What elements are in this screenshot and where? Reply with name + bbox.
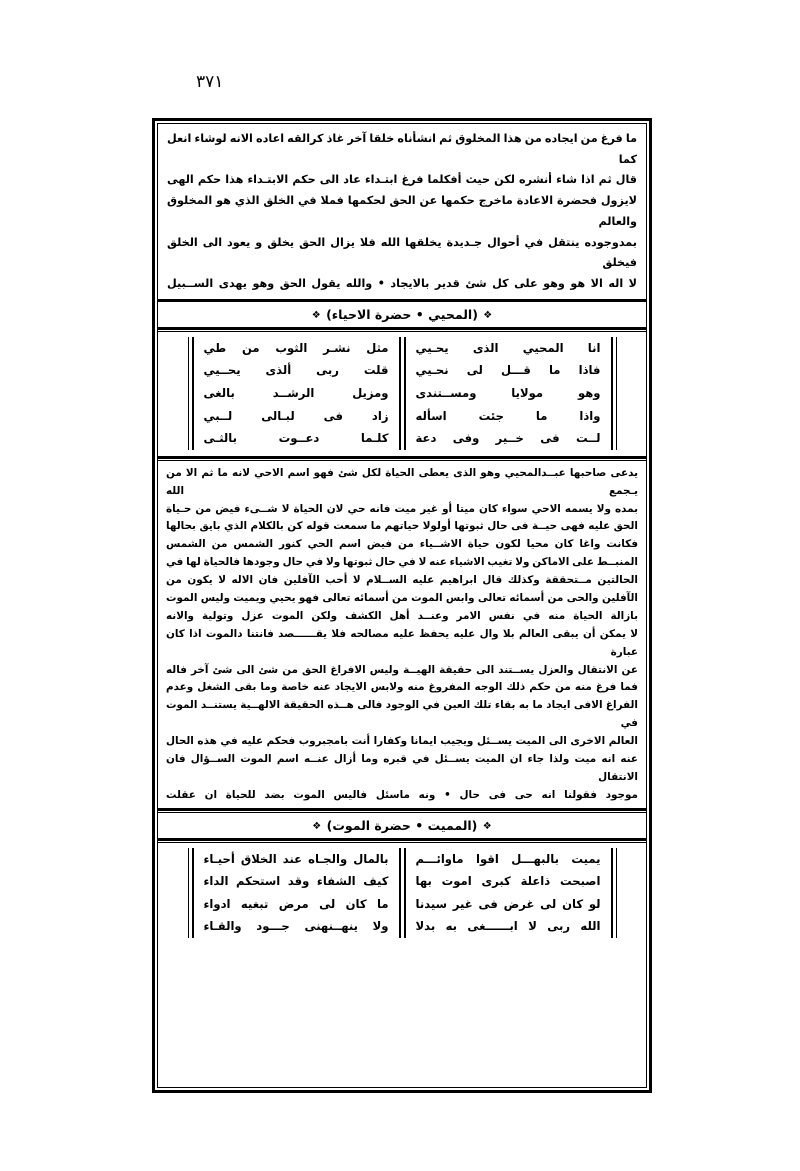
- prose-line: الفراغ الافى ايجاد ما به بقاء تلك العين في الوجود فالى هــذه الحقيقة الالهــية يستنــد الموت في: [166, 699, 638, 730]
- verse-rule: [399, 337, 401, 450]
- prose-line: بمدوجوده ينتقل في أحوال جـديدة يخلقها الله فلا يزال الحق يخلق و يعود الى الخلق فيخلق: [167, 235, 637, 270]
- verse-line: واذا ما جئت اسأله: [415, 408, 601, 423]
- verse-rule: [404, 337, 406, 450]
- prose-line: عنه انه ميت ولذا جاء ان الميت يســئل في قبره وما أزال عنــه اسم الموت الســؤال فان الانتقال: [166, 752, 638, 783]
- page-number: ٣٧١: [196, 72, 224, 92]
- verse-rule: [192, 848, 194, 938]
- prose-line: المنبــط على الاماكن ولا تغيب الاشياء عنه لا في حال ثبوتها ولا في حال وجودها فالحياة لها في: [166, 556, 638, 569]
- verse-line: فاذا ما قـــل لى نحـيي: [415, 363, 601, 378]
- page-frame: [152, 118, 652, 1093]
- verse-line: كلـما دعــوت بالثـى: [203, 431, 389, 446]
- prose-line: الحق عليه فهى حيــة فى حال ثبوتها أولولا حياتهم ما سمعت قوله كن بالكلام الذي بايق بحالها: [166, 520, 638, 533]
- verse-line: ما كان لى مرض تبغيه ادواء: [203, 896, 389, 911]
- verse-line: الله ربى لا ابــــــغى به بدلا: [415, 919, 601, 934]
- rule-thick: [158, 838, 646, 841]
- verse-rule-gap: [401, 846, 404, 940]
- section-heading-text: (المميت • حضرة الموت): [326, 817, 478, 833]
- verse-rule: [616, 337, 617, 450]
- verse-line: لو كان لى غرض فى غير سيدنا: [415, 896, 601, 911]
- prose-line: ما فرغ من ايجاده من هذا المخلوق ثم انشأناه خلقا آخر غاذ كرالقه اعاده الانه لوشاء انعل كما: [167, 132, 637, 166]
- verse-rule-gap: [613, 335, 616, 452]
- prose-line: عن الانتقال والعزل يســتند الى حقيقة الهيــة وليس الافراغ الحق من شئ الى شئ آخر فاله: [166, 663, 638, 676]
- heading-marker-icon: ❖: [311, 309, 321, 321]
- prose-line: لا يمكن أن يبقى العالم بلا وال عليه يحفظ عليه مصالحه فلا يقــــــصد فانتنا دالموت اذا كان عبارة: [166, 627, 638, 658]
- verse-rule: [188, 337, 189, 450]
- verse-rule: [404, 848, 406, 938]
- prose-line: الحالتين مــتحققة وكذلك قال ابراهيم عليه الســلام لا أحب الآفلين فان الاله لا يكون من: [166, 574, 638, 587]
- verse-rule: [611, 337, 613, 450]
- verse-column-left: [194, 846, 399, 940]
- section-heading-text: (المحيي • حضرة الاحياء): [326, 306, 478, 322]
- verse-line: اصبحت ذاعلة كبرى اموت بها: [415, 874, 601, 889]
- prose-line: العالم الاخرى الى الميت يســئل ويجيب ايمانا وكفارا أنت بامجبروب فحكم عليه في هذه الحال: [166, 735, 638, 748]
- verse-rule: [188, 848, 189, 938]
- verse-table-muhyi: [158, 332, 646, 456]
- verse-line: بالمال والجـاه عند الخلاق أحيـاء: [203, 851, 389, 866]
- verse-line: زاد فى لبـالى لــبي: [203, 408, 389, 423]
- verse-line: يميت بالبهـــل اقوا ماوائـــم: [415, 851, 601, 866]
- verse-table-mumit: [158, 843, 646, 944]
- verse-line: انا المحيي الذى يحـيي: [415, 340, 601, 355]
- verse-rule: [192, 337, 194, 450]
- verse-column-right: [406, 846, 611, 940]
- verse-column-left: [194, 335, 399, 452]
- prose-line: بمده ولا يسمه الاحي سواء كان ميتا أو غير ميت فانه حي لان الحياة لا شــىء فيض من حـياة: [166, 502, 638, 515]
- prose-line: لا اله الا هو وهو على كل شئ قدير بالايجاد • والله يقول الحق وهو يهدى الســبيل: [167, 277, 637, 291]
- section-heading-mumit: [158, 813, 646, 838]
- verse-line: ومزيل الرشــد بالغى: [203, 385, 389, 400]
- verse-line: لــت فى خــير وفى دعة: [415, 431, 601, 446]
- verse-line: وهو مولايا ومســتندى: [415, 385, 601, 400]
- verse-line: مثل نشـر الثوب من طي: [203, 340, 389, 355]
- prose-line: الآفلين والحى من أسمائه تعالى وابس الموت من أسمائه تعالى فهو يحيي ويميت وليس الموت: [166, 591, 638, 604]
- page-frame-inner: [157, 123, 647, 1088]
- verse-line: قلت ربى ألذى يحــيي: [203, 363, 389, 378]
- heading-marker-icon: ❖: [483, 309, 493, 321]
- prose-line: موجود فقولنا انه حى فى حال • ونه ماسئل فاليس الموت بضد للحياة ان عقلت: [166, 788, 638, 801]
- verse-rule-gap: [401, 335, 404, 452]
- prose-line: لايزول فحضرة الاعادة ماخرج حكمها عن الحق لحكمها فملا في الخلق الذي هو المخلوق والعالم: [167, 194, 637, 228]
- rule-thick: [158, 808, 646, 811]
- verse-rule-gap: [613, 846, 616, 940]
- verse-rule-gap: [189, 335, 192, 452]
- rule-thick: [158, 456, 646, 459]
- prose-line: فكانت واغا كان محيا لكون حياة الاشــياء من فيض اسم الحي كنور الشمس من الشمس: [166, 538, 638, 551]
- verse-line: ولا ينهــنهنى جـــود والقـاء: [203, 919, 389, 934]
- section-heading-muhyi: [158, 302, 646, 327]
- prose-line: فما فرغ منه من حكم ذلك الوجه المفروغ منه ولابس الايجاد عنه خاصة وما بقى الشغل وعدم: [166, 681, 638, 694]
- middle-prose-block: [158, 461, 646, 808]
- heading-marker-icon: ❖: [312, 820, 322, 832]
- verse-rule: [611, 848, 613, 938]
- prose-line: قال ثم اذا شاء أنشره لكن حيث أفكلما فرغ ابتـداء عاد الى حكم الابتـداء هذا حكم الهى: [167, 173, 637, 187]
- verse-rule: [616, 848, 617, 938]
- verse-line: كيف الشفاء وقد استحكم الداء: [203, 874, 389, 889]
- heading-marker-icon: ❖: [482, 820, 492, 832]
- prose-line: يدعى صاحبها عبــدالمحيي وهو الذى يعطى الحياة لكل شئ فهو اسم الاحي لانه ما ثم الا من يـجمع الله: [166, 466, 638, 497]
- verse-column-right: [406, 335, 611, 452]
- verse-rule-gap: [189, 846, 192, 940]
- top-prose-block: [158, 124, 646, 299]
- verse-rule: [399, 848, 401, 938]
- rule-thick: [158, 327, 646, 330]
- prose-line: بازالة الحياة منه في نفس الامر وعنــد أهل الكشف ولكن الموت عزل وتولية والانه: [166, 609, 638, 622]
